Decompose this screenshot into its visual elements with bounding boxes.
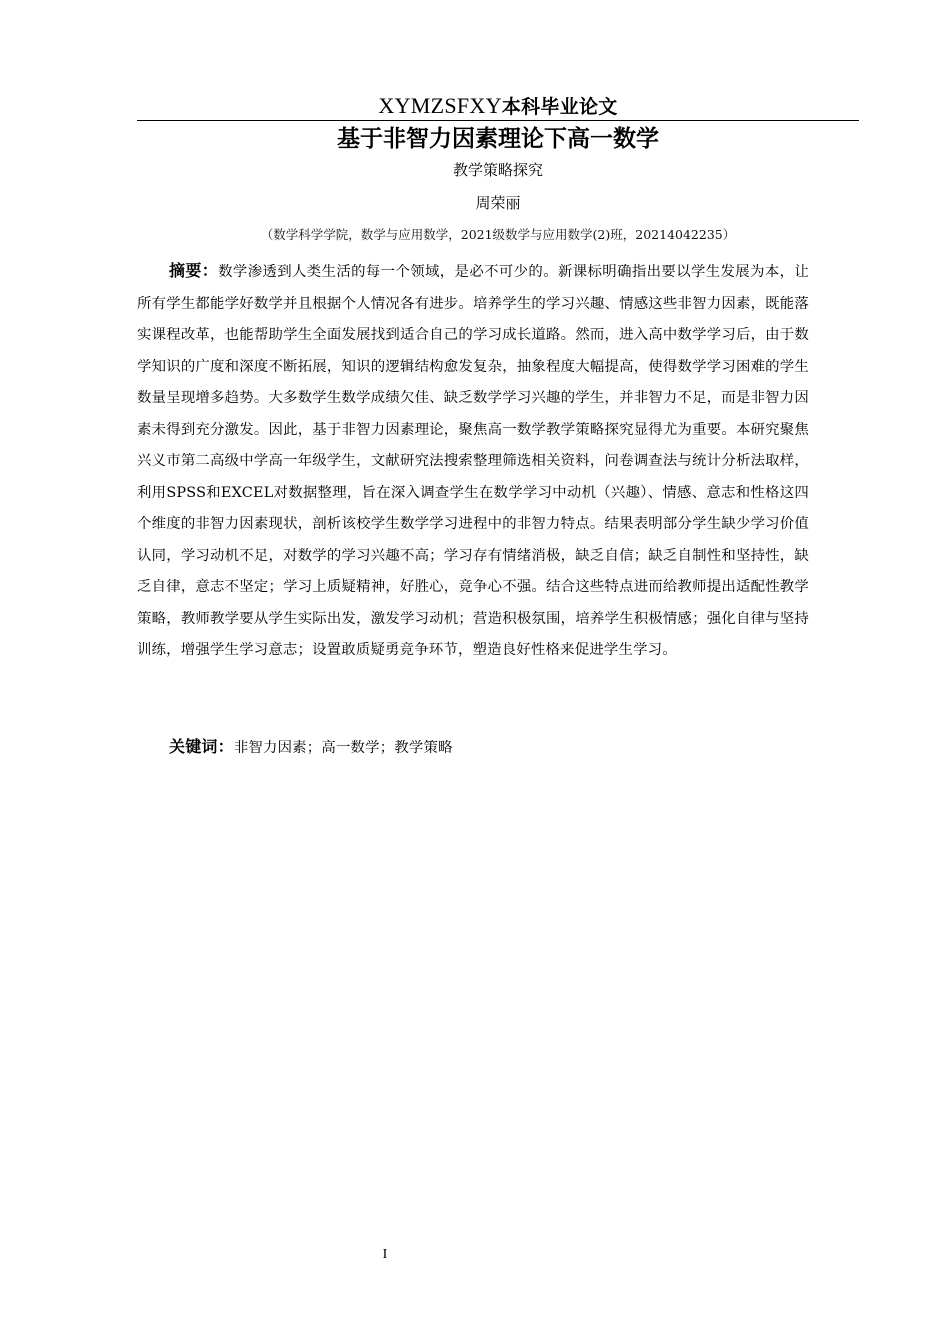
header-text bbox=[137, 92, 859, 121]
header-code: XYMZSFXY bbox=[378, 93, 502, 118]
abstract-label: 摘要： bbox=[169, 261, 219, 280]
paper-title: 基于非智力因素理论下高一数学 bbox=[337, 126, 659, 152]
author-name: 周荣丽 bbox=[475, 194, 521, 212]
running-header bbox=[137, 92, 859, 122]
abstract-paragraph bbox=[137, 255, 809, 667]
keywords-label: 关键词： bbox=[169, 737, 234, 756]
keywords-text: 非智力因素；高一数学；教学策略 bbox=[233, 740, 453, 756]
keywords-paragraph bbox=[137, 733, 809, 762]
header-rule bbox=[137, 120, 859, 121]
paper-subtitle: 教学策略探究 bbox=[452, 161, 543, 179]
abstract-text: 数学渗透到人类生活的每一个领域，是必不可少的。新课标明确指出要以学生发展为本，让所有学生都能学好数学并且根据个人情况各有进步。培养学生的学习兴趣、情感这些非智力因素，既能落实课程改革，也能帮助学生全面发展找到适合自己的学习成长道路。然而，进入高中数学学习后，由于数学知识的广度和深度不断拓展，知识的逻辑结构愈发复杂，抽象程度大幅提高，使得数学学习困难的学生数量呈现增多趋势。大多数学生数学成绩欠佳、缺乏数学学习兴趣的学生，并非智力不足，而是非智力因素未得到充分激发。因此，基于非智力因素理论，聚焦高一数学教学策略探究显得尤为重要。本研究聚焦兴义市第二高级中学高一年级学生，文献研究法搜索整理筛选相关资料，问卷调查法与统计分析法取样，利用SPSS和EXCEL对数据整理，旨在深入调查学生在数学学习中动机（兴趣）、情感、意志和性格这四个维度的非智力因素现状，剖析该校学生数学学习进程中的非智力特点。结果表明部分学生缺少学习价值认同，学习动机不足，对数学的学习兴趣不高；学习存有情绪消极，缺乏自信；缺乏自制性和坚持性，缺乏自律，意志不坚定；学习上质疑精神，好胜心，竞争心不强。结合这些特点进而给教师提出适配性教学策略，教师教学要从学生实际出发，激发学习动机；营造积极氛围，培养学生积极情感；强化自律与坚持训练，增强学生学习意志；设置敢质疑勇竞争环节，塑造良好性格来促进学生学习。 bbox=[137, 264, 809, 658]
page-number: I bbox=[382, 1247, 388, 1262]
header-subtitle: 本科毕业论文 bbox=[501, 96, 618, 118]
author-affiliation: （数学科学学院，数学与应用数学，2021级数学与应用数学(2)班，20214042235） bbox=[260, 227, 736, 242]
